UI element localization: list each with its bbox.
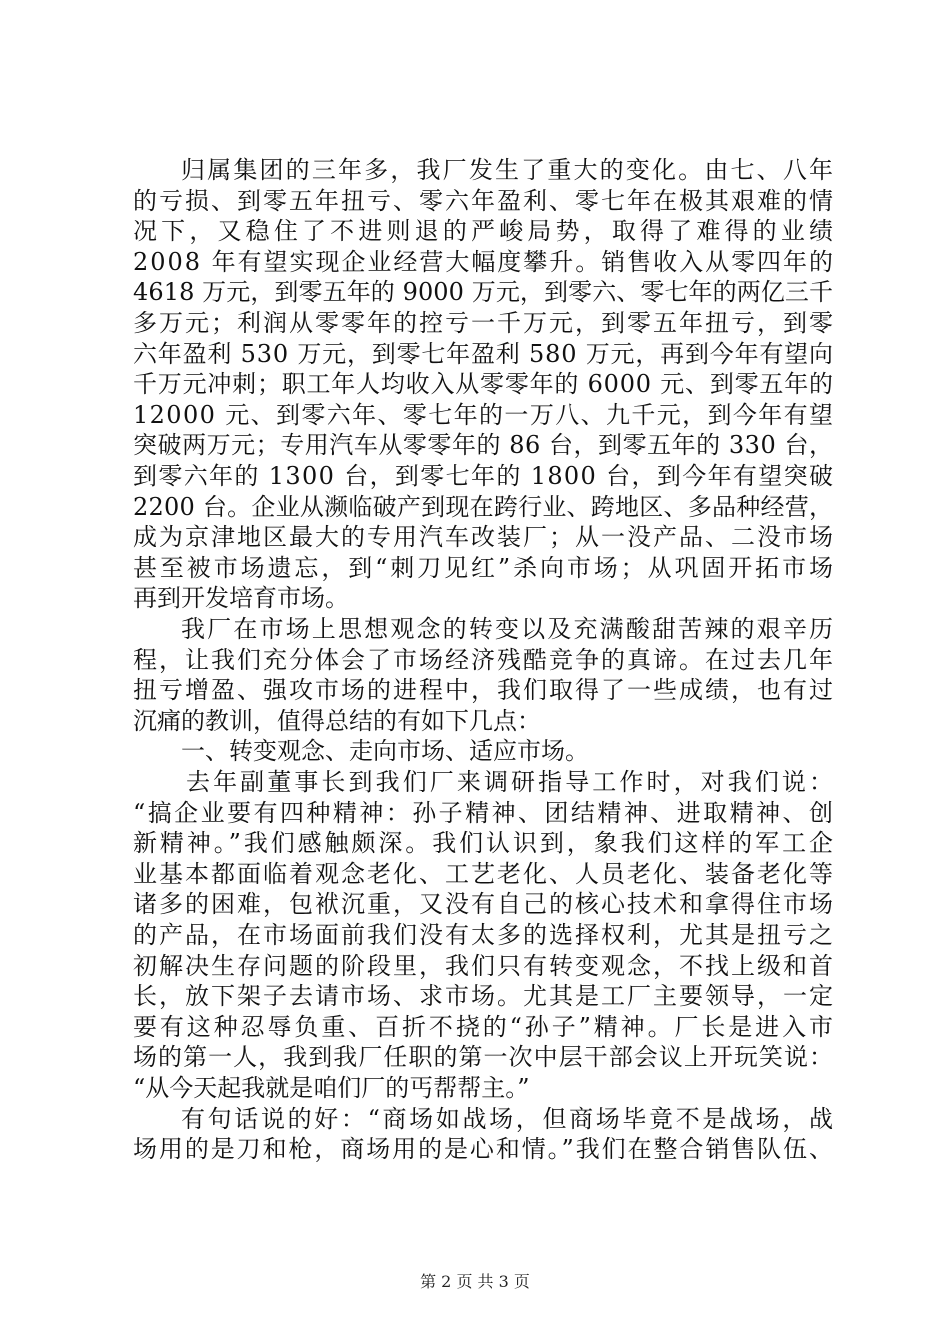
- text-line-content: 的亏损、到零五年扭亏、零六年盈利、零七年在极其艰难的情: [133, 187, 835, 215]
- text-line-content: 千万元冲刺；职工年人均收入从零零年的 6000 元、到零五年的: [133, 370, 834, 398]
- text-line-content: 业基本都面临着观念老化、工艺老化、人员老化、装备老化等: [133, 860, 835, 888]
- text-line-content: 再到开发培育市场。: [133, 584, 349, 612]
- text-line-content: 多万元；利润从零零年的控亏一千万元，到零五年扭亏，到零: [133, 309, 835, 337]
- text-line: [0, 643, 950, 677]
- text-line-content: 到零六年的 1300 台，到零七年的 1800 台，到今年有望突破: [133, 462, 835, 490]
- text-line: [0, 765, 950, 799]
- text-line-content: 归属集团的三年多，我厂发生了重大的变化。由七、八年: [181, 156, 836, 184]
- text-line-content: 要有这种忍辱负重、百折不挠的“孙子”精神。厂长是进入市: [133, 1013, 836, 1041]
- text-line-content: 场用的是刀和枪，商场用的是心和情。”我们在整合销售队伍、: [133, 1135, 835, 1163]
- text-line: [0, 459, 950, 493]
- text-line-content: 4618 万元，到零五年的 9000 万元，到零六、零七年的两亿三千: [133, 278, 834, 306]
- text-line: [0, 918, 950, 952]
- text-line: [0, 796, 950, 830]
- text-line: [0, 826, 950, 860]
- text-line: [0, 1040, 950, 1074]
- text-line-content: 诸多的困难，包袱沉重，又没有自己的核心技术和拿得住市场: [133, 890, 835, 918]
- text-line-content: 沉痛的教训，值得总结的有如下几点：: [133, 707, 541, 735]
- text-line-content: 的产品，在市场面前我们没有太多的选择权利，尤其是扭亏之: [133, 921, 835, 949]
- text-line: [0, 184, 950, 218]
- text-line-content: 长，放下架子去请市场、求市场。尤其是工厂主要领导，一定: [133, 982, 835, 1010]
- text-line: [0, 153, 950, 187]
- text-line-content: 初解决生存问题的阶段里，我们只有转变观念，不找上级和首: [133, 952, 835, 980]
- text-line: [0, 214, 950, 248]
- text-line: [0, 1132, 950, 1166]
- text-line-content: 突破两万元；专用汽车从零零年的 86 台，到零五年的 330 台，: [133, 431, 834, 459]
- text-line: [0, 398, 950, 432]
- text-line: [0, 306, 950, 340]
- text-line: [0, 520, 950, 554]
- text-line: [0, 857, 950, 891]
- text-line: [0, 337, 950, 371]
- text-line: [0, 275, 950, 309]
- text-line: [0, 490, 950, 524]
- text-line-content: 2200 台。企业从濒临破产到现在跨行业、跨地区、多品种经营，: [133, 493, 834, 521]
- text-line-content: 一、转变观念、走向市场、适应市场。: [181, 737, 589, 765]
- text-line-content: 有句话说的好：“商场如战场，但商场毕竟不是战场，战: [181, 1105, 836, 1133]
- text-line-content: 程，让我们充分体会了市场经济残酷竞争的真谛。在过去几年: [133, 646, 835, 674]
- text-line-content: 况下，又稳住了不进则退的严峻局势，取得了难得的业绩: [133, 217, 838, 245]
- text-line: [0, 428, 950, 462]
- text-line-content: 场的第一人，我到我厂任职的第一次中层干部会议上开玩笑说：: [133, 1043, 835, 1071]
- text-line: [0, 949, 950, 983]
- text-line: [0, 673, 950, 707]
- text-line: [0, 979, 950, 1013]
- text-line-content: 甚至被市场遗忘，到“刺刀见红”杀向市场；从巩固开拓市场: [133, 554, 836, 582]
- page-footer: 第 2 页 共 3 页: [420, 1272, 530, 1291]
- text-line: [0, 1071, 950, 1105]
- text-line-content: 2008 年有望实现企业经营大幅度攀升。销售收入从零四年的: [133, 248, 835, 276]
- text-line-content: “搞企业要有四种精神：孙子精神、团结精神、进取精神、创: [133, 799, 836, 827]
- text-line-content: 六年盈利 530 万元，到零七年盈利 580 万元，再到今年有望向: [133, 340, 834, 368]
- text-line: [0, 704, 950, 738]
- text-line-content: 12000 元、到零六年、零七年的一万八、九千元，到今年有望: [133, 401, 835, 429]
- text-line: [0, 887, 950, 921]
- text-line: [0, 612, 950, 646]
- text-line: [0, 1102, 950, 1136]
- text-line: [0, 245, 950, 279]
- text-line-content: 成为京津地区最大的专用汽车改装厂；从一没产品、二没市场: [133, 523, 835, 551]
- text-line-content: “从今天起我就是咱们厂的丐帮帮主。”: [133, 1074, 530, 1102]
- text-line-content: 我厂在市场上思想观念的转变以及充满酸甜苦辣的艰辛历: [181, 615, 836, 643]
- text-line: [0, 551, 950, 585]
- text-line-content: 新精神。”我们感触颇深。我们认识到，象我们这样的军工企: [133, 829, 836, 857]
- text-line: [0, 734, 950, 768]
- text-line-content: 扭亏增盈、强攻市场的进程中，我们取得了一些成绩，也有过: [133, 676, 835, 704]
- text-line: [0, 367, 950, 401]
- text-line-content: 去年副董事长到我们厂来调研指导工作时，对我们说：: [186, 768, 837, 796]
- text-line: [0, 1010, 950, 1044]
- text-line: [0, 581, 950, 615]
